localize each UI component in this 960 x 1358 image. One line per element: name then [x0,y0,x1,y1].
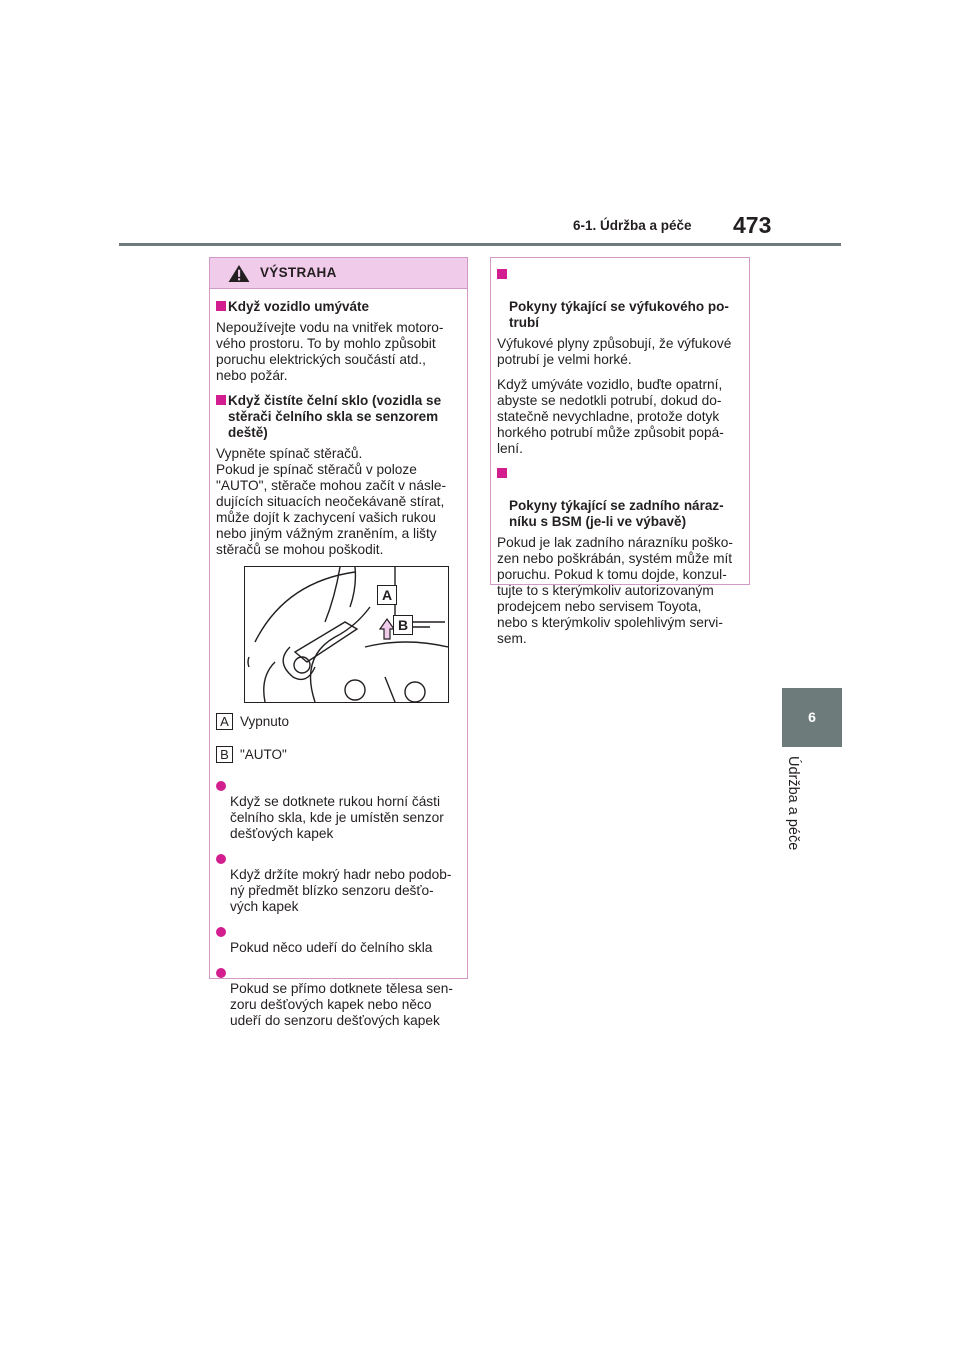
round-bullet-icon [216,968,226,978]
legend-row-b [216,746,461,770]
info-box [490,257,750,646]
chapter-label: Údržba a péče [785,756,801,851]
square-bullet-icon [497,269,507,279]
round-bullet-icon [216,854,226,864]
figure-label-a: A [377,585,397,605]
warning-triangle-icon [227,264,251,283]
warning-washing-text: Nepoužívejte vodu na vnitřek motoro- vého prostoru. To by mohlo způsobit poruchu elektrických součástí atd., nebo požár. [216,320,444,383]
square-bullet-icon [497,468,507,478]
warning-title: VÝSTRAHA [260,265,337,280]
info-exhaust-text-2: Když umýváte vozidlo, buďte opatrní, abyste se nedotkli potrubí, dokud do- statečně nevychladne, protože dotyk horkého potrubí může způsobit popá- lení. [497,377,724,456]
warning-header [210,258,467,289]
legend-text-a: Vypnuto [240,714,290,729]
square-bullet-icon [216,301,226,311]
warning-box [209,257,468,1028]
legend-text-b: "AUTO" [240,747,287,762]
info-heading-bumper: Pokyny týkající se zadního náraz- níku s BSM (je-li ve výbavě) [497,466,743,530]
info-exhaust-text-1: Výfukové plyny způsobují, že výfukové potrubí je velmi horké. [497,336,732,367]
page-number: 473 [733,212,772,238]
legend-row-a [216,713,461,737]
round-bullet-icon [216,927,226,937]
wiper-switch-drawing [245,567,448,702]
legend-box-b: B [216,746,233,763]
warning-bullet: Když držíte mokrý hadr nebo podob- ný předmět blízko senzoru dešťo- vých kapek [216,851,461,915]
chapter-tab: 6 [782,688,842,747]
round-bullet-icon [216,781,226,791]
warning-bullet: Pokud něco udeří do čelního skla [216,924,461,956]
legend-box-a: A [216,713,233,730]
warning-bullet: Když se dotknete rukou horní části čelního skla, kde je umístěn senzor dešťových kapek [216,778,461,842]
square-bullet-icon [216,395,226,405]
warning-heading-windshield: Když čistíte čelní sklo (vozidla se stěrači čelního skla se senzorem deště) [216,393,461,441]
warning-bullet: Pokud se přímo dotknete tělesa sen- zoru dešťových kapek nebo něco udeří do senzoru dešťových kapek [216,965,461,1029]
info-heading-exhaust: Pokyny týkající se výfukového po- trubí [497,267,743,331]
wiper-switch-illustration [244,566,449,703]
section-title: 6-1. Údržba a péče [573,218,692,233]
header-rule [119,243,841,246]
warning-heading-washing: Když vozidlo umýváte [216,299,461,315]
figure-label-b: B [393,615,413,635]
warning-windshield-text: Vypněte spínač stěračů. Pokud je spínač stěračů v poloze "AUTO", stěrače mohou začít v násle- dujících situacích neočekávaně stírat, může dojít k zachycení vašich rukou nebo jiným vážným zraněním, a lišty stěračů se mohou poškodit. [216,446,447,557]
info-bumper-text: Pokud je lak zadního nárazníku poško- zen nebo poškrábán, systém může mít poruchu. Pokud k tomu dojde, konzul- tujte to s kterýmkoliv autorizovaným prodejcem nebo servisem Toyota, nebo s kterýmkoliv spolehlivým servi- sem. [497,535,733,646]
